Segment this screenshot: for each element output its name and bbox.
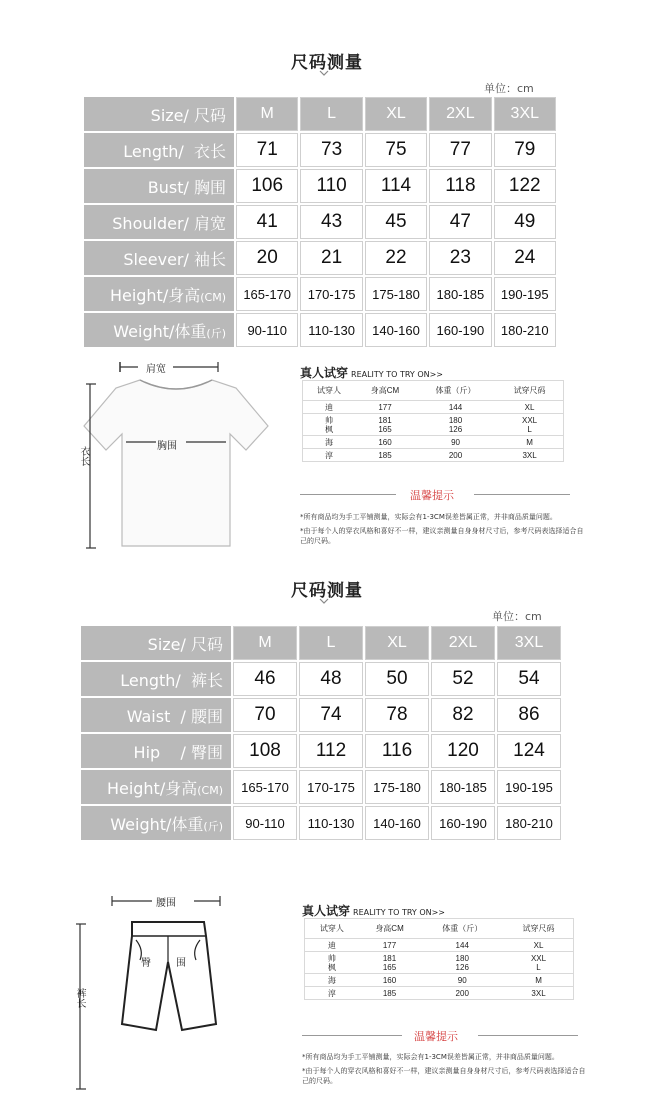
table-cell: 70 [233,698,297,732]
size-header-cell: 3XL [497,626,561,660]
try-cell: 淳 [305,987,359,1000]
table-cell: 52 [431,662,495,696]
table-row [305,952,574,974]
size-header-cell: XL [365,97,427,131]
table-cell: 160-190 [431,806,495,840]
try-cell: 181 165 [359,952,421,974]
table-cell: 54 [497,662,561,696]
size-header-label: Size/ 尺码 [81,626,231,660]
table-cell: 190-195 [494,277,556,311]
table-cell: 77 [429,133,491,167]
table-cell: 120 [431,734,495,768]
bottom-note-2: *由于每个人的穿衣风格和喜好不一样，建议亲测量自身身材尺寸后，参考尺码表选择适合自己的尺码。 [302,1067,586,1085]
table-row [81,770,561,804]
try-cell: 180 126 [415,414,496,436]
bottom-section-title: 尺码测量 [291,581,363,601]
row-label [84,241,234,275]
tshirt-diagram [78,354,278,554]
size-header-cell: XL [365,626,429,660]
row-label-text: Height/身高 [106,778,198,798]
table-cell: 112 [299,734,363,768]
top-note-1: *所有商品均为手工平铺测量，实际会有1-3CM误差皆属正常，并非商品质量问题。 [300,513,557,521]
row-label [81,806,231,840]
table-cell: 90-110 [233,806,297,840]
table-row [84,241,556,275]
table-cell: 106 [236,169,298,203]
row-label-text: Sleever/ 袖长 [123,249,226,269]
try-cell: 迪 [303,401,356,414]
try-header-cell: 体重（斤） [420,919,504,939]
try-cell: 177 [355,401,415,414]
row-label-text: Length/ 衣长 [123,141,226,161]
table-cell: 75 [365,133,427,167]
table-cell: 180-210 [494,313,556,347]
bottom-size-table [79,624,563,842]
table-cell: 140-160 [365,313,427,347]
size-header-cell: 3XL [494,97,556,131]
table-cell: 79 [494,133,556,167]
try-cell: 144 [415,401,496,414]
table-cell: 41 [236,205,298,239]
chevron-down-icon [319,70,329,76]
try-cell: 帅 枫 [305,952,359,974]
table-cell: 190-195 [497,770,561,804]
try-header-cell: 试穿尺码 [496,381,563,401]
row-label-text: Shoulder/ 肩宽 [112,213,226,233]
table-cell: 165-170 [233,770,297,804]
top-try-title [300,364,443,381]
table-row [303,401,564,414]
shoulder-label: 肩宽 [146,364,166,375]
table-row [303,436,564,449]
chevron-down-icon [319,598,329,604]
table-cell: 140-160 [365,806,429,840]
table-cell: 116 [365,734,429,768]
row-unit: (斤) [203,819,223,833]
table-cell: 74 [299,698,363,732]
size-header-cell: 2XL [429,97,491,131]
bottom-try-title-cn: 真人试穿 [302,904,351,918]
table-cell: 110-130 [299,806,363,840]
table-cell: 43 [300,205,362,239]
bottom-try-title [302,902,445,919]
table-cell: 49 [494,205,556,239]
table-cell: 20 [236,241,298,275]
table-cell: 114 [365,169,427,203]
try-cell: 177 [359,939,421,952]
table-cell: 23 [429,241,491,275]
try-cell: 185 [359,987,421,1000]
row-label [84,277,234,311]
try-cell: 180 126 [420,952,504,974]
table-row [84,277,556,311]
try-cell: M [504,974,573,987]
row-label-text: Bust/ 胸围 [147,177,226,197]
table-cell: 170-175 [299,770,363,804]
size-header-cell: M [233,626,297,660]
try-cell: 144 [420,939,504,952]
top-try-subtitle: REALITY TO TRY ON>> [351,370,444,379]
size-header-cell: L [300,97,362,131]
top-try-title-cn: 真人试穿 [300,366,349,380]
top-section-title: 尺码测量 [291,53,363,73]
row-label-text: Height/身高 [109,285,201,305]
row-label-text: Length/ 裤长 [120,670,223,690]
tshirt-icon [78,354,278,554]
try-cell: 200 [420,987,504,1000]
table-cell: 50 [365,662,429,696]
top-unit-label: 单位：cm [484,82,534,95]
try-cell: XL [504,939,573,952]
row-label [84,205,234,239]
table-cell: 122 [494,169,556,203]
row-label [84,169,234,203]
table-row [84,205,556,239]
bottom-try-subtitle: REALITY TO TRY ON>> [353,908,446,917]
table-cell: 45 [365,205,427,239]
try-cell: 海 [303,436,356,449]
try-cell: 90 [415,436,496,449]
row-unit: (CM) [197,783,223,797]
table-cell: 160-190 [429,313,491,347]
bust-label: 胸围 [157,441,177,452]
try-header-cell: 身高CM [355,381,415,401]
try-header-cell: 试穿人 [305,919,359,939]
try-cell: 90 [420,974,504,987]
table-row [84,313,556,347]
try-cell: 帅 枫 [303,414,356,436]
table-cell: 47 [429,205,491,239]
try-cell: 181 165 [355,414,415,436]
table-cell: 71 [236,133,298,167]
table-cell: 180-185 [431,770,495,804]
table-cell: 48 [299,662,363,696]
try-header-cell: 身高CM [359,919,421,939]
table-cell: 175-180 [365,770,429,804]
top-try-table [302,380,564,462]
length-label: 衣长 [78,446,89,466]
table-row [81,734,561,768]
top-tips-line-left [300,494,396,495]
row-label [81,734,231,768]
table-cell: 21 [300,241,362,275]
table-row [81,662,561,696]
table-cell: 73 [300,133,362,167]
row-label [81,698,231,732]
bottom-try-table [304,918,574,1000]
shorts-icon [70,884,230,1099]
size-header-cell: 2XL [431,626,495,660]
try-cell: 160 [359,974,421,987]
try-header-cell: 试穿人 [303,381,356,401]
try-cell: XL [496,401,563,414]
table-cell: 110-130 [300,313,362,347]
table-row [305,974,574,987]
row-label [84,133,234,167]
table-cell: 82 [431,698,495,732]
table-row [81,698,561,732]
row-label-text: Weight/体重 [110,814,204,834]
bottom-unit-label: 单位：cm [492,610,542,623]
pants-length-label: 裤长 [74,988,85,1008]
row-unit: (CM) [200,290,226,304]
table-row [303,449,564,462]
shorts-diagram [70,884,230,1099]
try-cell: 3XL [504,987,573,1000]
table-cell: 108 [233,734,297,768]
table-cell: 124 [497,734,561,768]
try-cell: 200 [415,449,496,462]
top-size-table [82,95,558,349]
row-label-text: Weight/体重 [113,321,207,341]
try-cell: 淳 [303,449,356,462]
row-label-text: Waist / 腰围 [126,706,223,726]
top-tips-line-right [474,494,570,495]
row-label-text: Hip / 臀围 [133,742,223,762]
table-cell: 180-185 [429,277,491,311]
row-label [81,662,231,696]
bottom-note-1: *所有商品均为手工平铺测量，实际会有1-3CM误差皆属正常，并非商品质量问题。 [302,1053,559,1061]
try-cell: 海 [305,974,359,987]
bottom-tips-title: 温馨提示 [414,1030,458,1043]
try-cell: XXL L [504,952,573,974]
table-row [305,939,574,952]
table-cell: 110 [300,169,362,203]
try-cell: 迪 [305,939,359,952]
size-header-cell: L [299,626,363,660]
bottom-tips-line-right [478,1035,578,1036]
table-cell: 90-110 [236,313,298,347]
size-header-label: Size/ 尺码 [84,97,234,131]
table-row [84,169,556,203]
try-header-cell: 试穿尺码 [504,919,573,939]
table-row [303,414,564,436]
bottom-tips-line-left [302,1035,402,1036]
size-header-cell: M [236,97,298,131]
table-cell: 118 [429,169,491,203]
table-row [81,806,561,840]
row-unit: (斤) [206,326,226,340]
table-row [305,987,574,1000]
table-cell: 46 [233,662,297,696]
table-cell: 22 [365,241,427,275]
row-label [84,313,234,347]
try-cell: XXL L [496,414,563,436]
table-cell: 175-180 [365,277,427,311]
try-header-cell: 体重（斤） [415,381,496,401]
table-cell: 78 [365,698,429,732]
top-tips-title: 温馨提示 [410,489,454,502]
table-row [84,133,556,167]
hip-label-1: 臀 [141,958,151,969]
try-cell: M [496,436,563,449]
row-label [81,770,231,804]
hip-label-2: 围 [176,958,186,969]
table-cell: 170-175 [300,277,362,311]
table-cell: 24 [494,241,556,275]
table-cell: 165-170 [236,277,298,311]
waist-label: 腰围 [156,898,176,909]
try-cell: 3XL [496,449,563,462]
table-cell: 86 [497,698,561,732]
try-cell: 160 [355,436,415,449]
table-cell: 180-210 [497,806,561,840]
top-note-2: *由于每个人的穿衣风格和喜好不一样，建议亲测量自身身材尺寸后，参考尺码表选择适合自己的尺码。 [300,527,584,545]
try-cell: 185 [355,449,415,462]
